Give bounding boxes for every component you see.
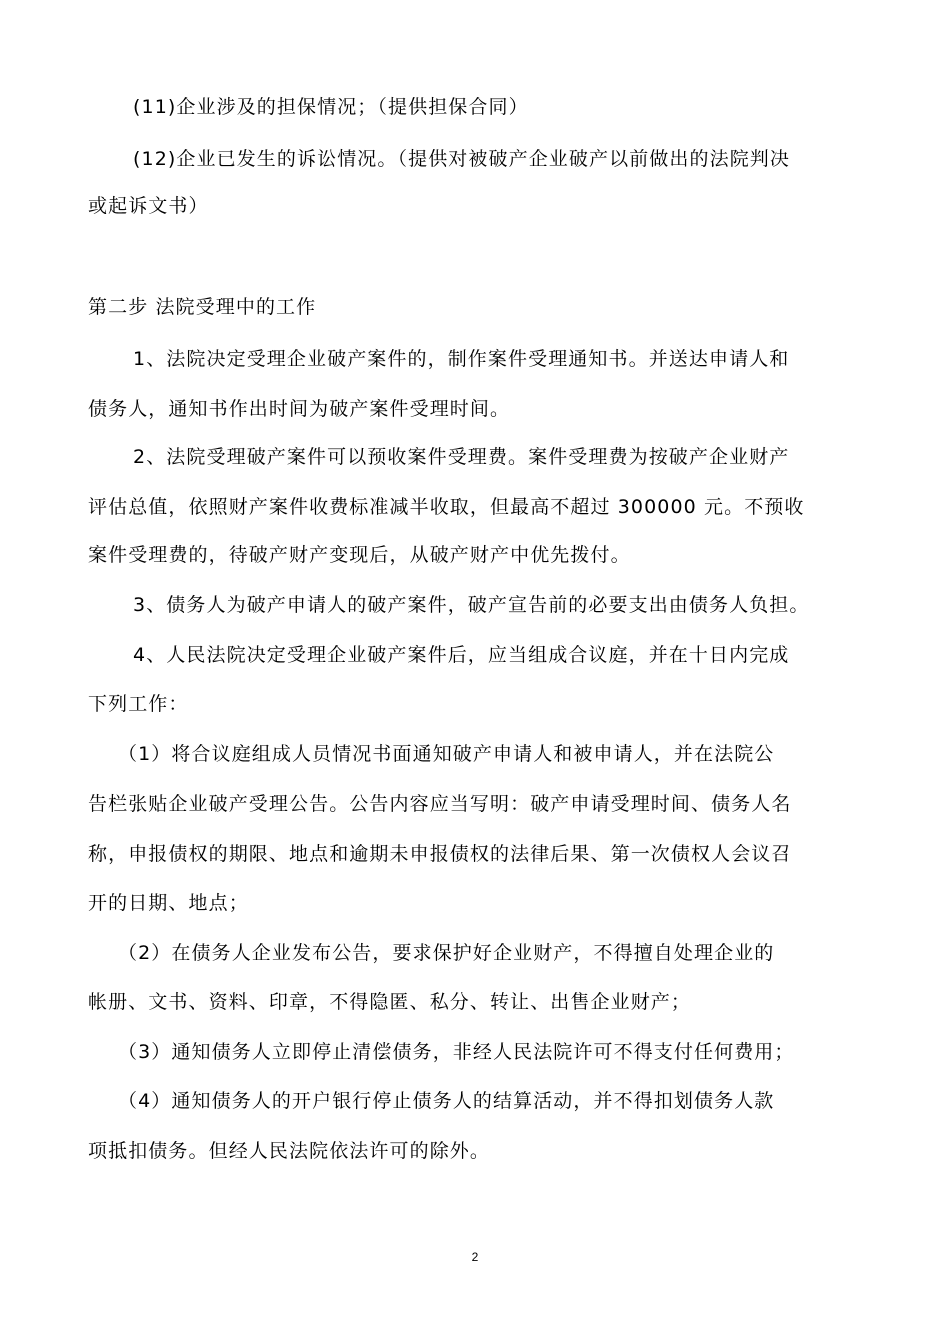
text-line-point-2-cont-1: 评估总值，依照财产案件收费标准减半收取，但最高不超过 300000 元。不预收 (88, 496, 805, 518)
page-number: 2 (471, 1250, 479, 1264)
text-line-sub-4: （4）通知债务人的开户银行停止债务人的结算活动，并不得扣划债务人款 (118, 1090, 775, 1112)
section-heading: 第二步 法院受理中的工作 (88, 296, 317, 318)
text-line-item-12: (12)企业已发生的诉讼情况。（提供对被破产企业破产以前做出的法院判决 (133, 148, 791, 170)
text-line-item-11: (11)企业涉及的担保情况；（提供担保合同） (133, 96, 529, 118)
text-line-point-1-cont: 债务人，通知书作出时间为破产案件受理时间。 (88, 398, 511, 420)
text-line-sub-4-cont: 项抵扣债务。但经人民法院依法许可的除外。 (88, 1140, 491, 1162)
text-line-sub-1-cont-3: 开的日期、地点； (88, 892, 249, 914)
text-line-sub-1-cont-2: 称，申报债权的期限、地点和逾期未申报债权的法律后果、第一次债权人会议召 (88, 843, 792, 865)
text-line-point-4: 4、人民法院决定受理企业破产案件后，应当组成合议庭，并在十日内完成 (133, 644, 790, 666)
text-line-point-3: 3、债务人为破产申请人的破产案件，破产宣告前的必要支出由债务人负担。 (133, 594, 810, 616)
text-line-point-1: 1、法院决定受理企业破产案件的，制作案件受理通知书。并送达申请人和 (133, 348, 790, 370)
text-line-point-4-cont: 下列工作： (88, 693, 189, 715)
text-line-item-12-cont: 或起诉文书） (88, 195, 209, 217)
text-line-point-2: 2、法院受理破产案件可以预收案件受理费。案件受理费为按破产企业财产 (133, 446, 790, 468)
text-line-sub-3: （3）通知债务人立即停止清偿债务，非经人民法院许可不得支付任何费用； (118, 1041, 795, 1063)
text-line-sub-2-cont: 帐册、文书、资料、印章，不得隐匿、私分、转让、出售企业财产； (88, 991, 692, 1013)
text-line-sub-2: （2）在债务人企业发布公告，要求保护好企业财产，不得擅自处理企业的 (118, 942, 775, 964)
text-line-point-2-cont-2: 案件受理费的，待破产财产变现后，从破产财产中优先拨付。 (88, 544, 631, 566)
text-line-sub-1: （1）将合议庭组成人员情况书面通知破产申请人和被申请人，并在法院公 (118, 743, 775, 765)
text-line-sub-1-cont-1: 告栏张贴企业破产受理公告。公告内容应当写明：破产申请受理时间、债务人名 (88, 793, 792, 815)
